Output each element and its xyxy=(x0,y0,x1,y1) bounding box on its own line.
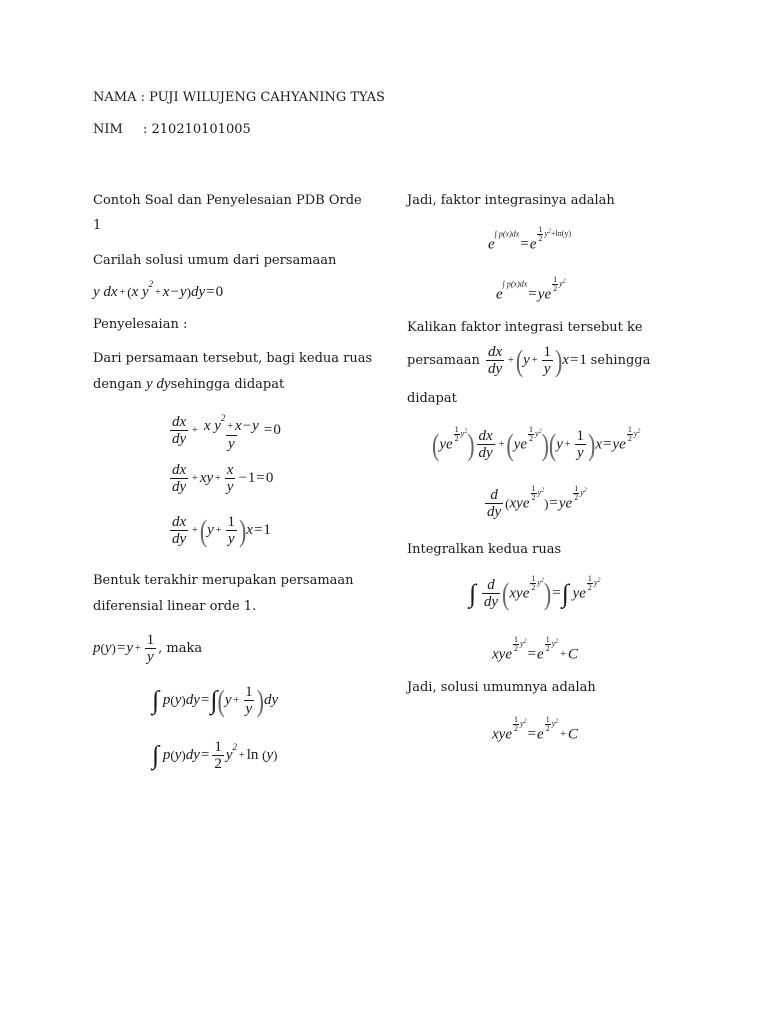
title-line-1: Contoh Soal dan Penyelesaian PDB Orde xyxy=(93,193,362,208)
integrated-result: xye $^{\frac{1}{2} y^2}$=e $^{\frac{1}{2} y^2}$+ C xyxy=(492,635,578,663)
multiply-line-3: didapat xyxy=(407,391,457,406)
nim-value: : 210210101005 xyxy=(143,122,251,137)
title-line-2: 1 xyxy=(93,218,102,233)
integrating-factor-2: $e^{\int p(x)dx}=ye$ $^{\frac{1}{2} y^2}$ xyxy=(496,275,566,303)
step1-line-1: Dari persamaan tersebut, bagi kedua ruas xyxy=(93,351,373,366)
step1-suffix: sehingga didapat xyxy=(170,377,285,392)
student-name: NAMA : PUJI WILUJENG CAHYANING TYAS xyxy=(93,90,385,105)
factor-label: Jadi, faktor integrasinya adalah xyxy=(407,193,615,208)
integral-p-result: ∫ p(y)dy= $\frac{1}{2}$ $y^2+ \ln (y)$ xyxy=(152,739,278,772)
multiply-suffix: sehingga xyxy=(590,352,651,368)
integral-p-setup: ∫ p(y)dy=∫(y + $\frac{1}{y}$ )dy xyxy=(152,682,279,718)
note-line-1: Bentuk terakhir merupakan persamaan xyxy=(93,573,354,588)
step1-math: y dy xyxy=(145,376,171,392)
integrate-label: Integralkan kedua ruas xyxy=(407,542,562,557)
ode-equation: y dx + (x $y^2+ x-y)dy=0$ xyxy=(93,279,224,300)
note-line-2: diferensial linear orde 1. xyxy=(93,599,257,614)
integrated-equation: ∫ $\frac{d}{dy}$ (xye $^{\frac{1}{2} y^2}$)=∫ ye $^{\frac{1}{2} y^2}$ xyxy=(469,574,601,611)
integrating-factor-1: $e^{\int p(x)dx}=e$ $^{\frac{1}{2} y^2+ln(y)}$ xyxy=(488,225,572,253)
equation-divided: $\frac{dx}{dy}$ + $\frac{x y^2+ x-y}{y}$ =0 xyxy=(172,413,281,452)
maka-text: , maka xyxy=(158,640,203,656)
equation-simplified: $\frac{dx}{dy}$ + xy + $\frac{x}{y}$ −1=0 xyxy=(172,462,274,495)
p-of-y-definition: p(y)=y + $\frac{1}{y}$ , maka xyxy=(93,632,203,665)
solution-label: Penyelesaian : xyxy=(93,317,188,332)
general-solution: xye $^{\frac{1}{2} y^2}$=e $^{\frac{1}{2} y^2}$+ C xyxy=(492,715,578,743)
step1-prefix: dengan xyxy=(93,377,142,392)
multiply-line-2: persamaan $\frac{dx}{dy}$ +(y + $\frac{1}{y}$ )x=1 sehingga xyxy=(407,342,651,378)
step1-line-2 xyxy=(93,372,284,397)
multiplied-equation: (ye $^{\frac{1}{2} y^2}$) $\frac{dx}{dy}$ +(ye $^{\frac{1}{2} y^2}$)(y + $\frac{1}{y}$ )x=ye $^{\frac{1}{2} y^2}$ xyxy=(432,425,641,462)
task-text: Carilah solusi umum dari persamaan xyxy=(93,253,337,268)
multiply-line-1: Kalikan faktor integrasi tersebut ke xyxy=(407,320,643,335)
multiply-prefix: persamaan xyxy=(407,352,480,368)
derivative-form: $\frac{d}{dy}$ (xye $^{\frac{1}{2} y^2}$)=ye $^{\frac{1}{2} y^2}$ xyxy=(487,484,587,521)
equation-linear: $\frac{dx}{dy}$ +(y + $\frac{1}{y}$ )x=1 xyxy=(172,512,271,548)
result-label: Jadi, solusi umumnya adalah xyxy=(407,680,596,695)
nim-label: NIM xyxy=(93,122,123,137)
